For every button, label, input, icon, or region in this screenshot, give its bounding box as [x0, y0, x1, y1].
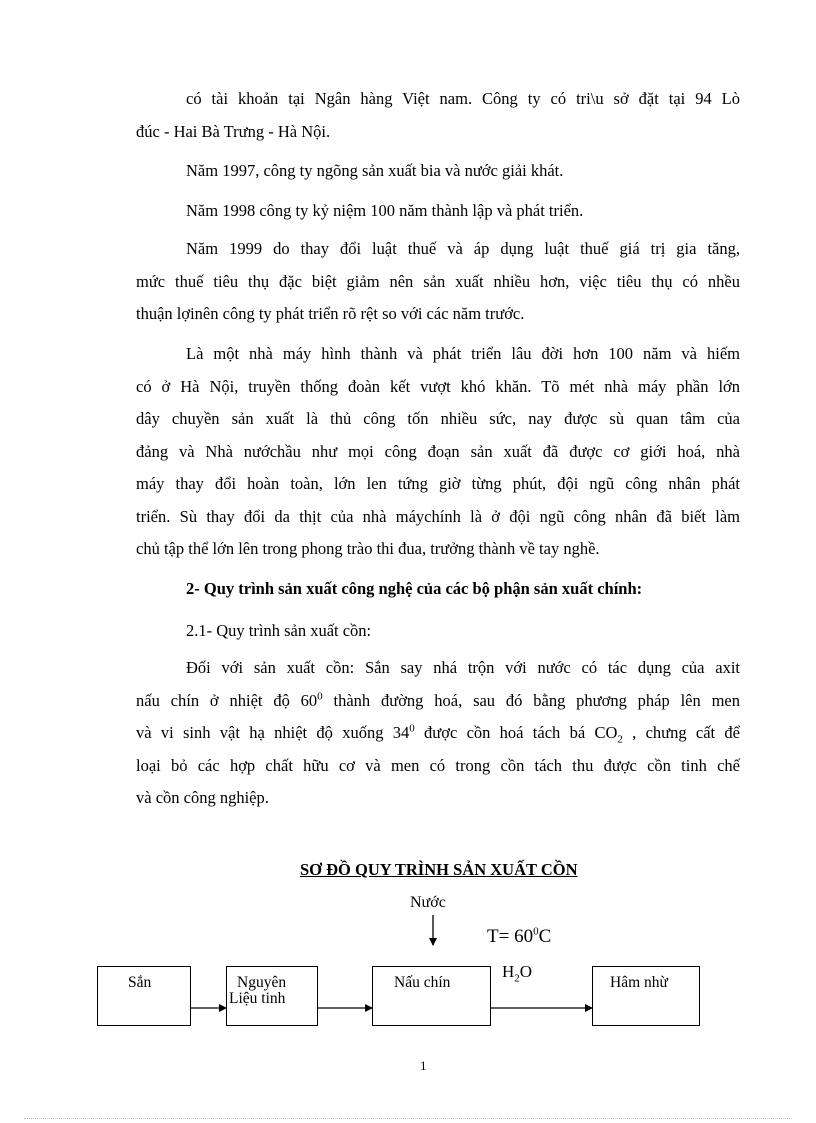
- text-line: triển. Sù thay đổi da thịt của nhà máychính là ở đội ngũ công nhân đã biết làm: [136, 506, 740, 526]
- text-line: máy thay đổi hoàn toàn, lớn len tứng giờ từng phút, đội ngũ công nhân phát: [136, 474, 740, 493]
- text-line: đảng và Nhà nướchầu như mọi công đoạn sản xuất đã được cơ giới hoá, nhà: [136, 441, 740, 461]
- box-label: Sắn: [128, 974, 152, 991]
- section-heading-2: 2- Quy trình sản xuất công nghệ của các bộ phận sản xuất chính:: [186, 579, 643, 598]
- box-label: Nguyên: [237, 974, 287, 991]
- section-heading-2-1: 2.1- Quy trình sản xuất cồn:: [186, 621, 372, 640]
- text-line: có ở Hà Nội, truyền thống đoàn kết vượt khó khăn. Tõ mét nhà máy phần lớn: [136, 376, 740, 396]
- page-bottom-divider: [24, 1118, 792, 1119]
- text-line: Năm 1999 do thay đổi luật thuế và áp dụng luật thuế giá trị gia tăng,: [186, 239, 740, 258]
- page-number: 1: [420, 1058, 427, 1073]
- text-line: và vi sinh vật hạ nhiệt độ xuống $34^0$ được cồn hoá tách bá $CO_2$ , chưng cất để: [136, 722, 740, 746]
- h2o-label: $H_2O$: [502, 962, 533, 985]
- paragraph-1997: Năm 1997, công ty ngõng sản xuất bia và nước giải khát.: [186, 161, 564, 180]
- text-line: có tài khoản tại Ngân hàng Việt nam. Công ty có tri\u sở đặt tại 94 Lò: [186, 89, 740, 108]
- water-label: Nước: [410, 894, 446, 911]
- text-line: mức thuế tiêu thụ đặc biệt giảm nên sản xuất nhiều hơn, việc tiêu thụ có nhều: [136, 271, 740, 291]
- text-line: loại bỏ các hợp chất hữu cơ và men có trong cồn tách thu được cồn tinh chế: [136, 755, 740, 775]
- box-label: Liệu tinh: [229, 990, 286, 1007]
- box-ham-nhu: [592, 966, 700, 1026]
- diagram-title: SƠ ĐỒ QUY TRÌNH SẢN XUẤT CỒN: [300, 860, 578, 879]
- box-nguyen-lieu-tinh: [226, 966, 318, 1026]
- text-line: Đối với sản xuất cồn: Sắn say nhá trộn với nước có tác dụng của axit: [186, 658, 740, 677]
- temperature-label: $T= 60^0C$: [487, 925, 552, 947]
- text-line: thuận lợinên công ty phát triển rõ rệt so với các năm trước.: [136, 304, 525, 323]
- text-line: Là một nhà máy hình thành và phát triển lâu đời hơn 100 năm và hiếm: [186, 344, 740, 363]
- text-line: chủ tập thể lớn lên trong phong trào thi đua, trưởng thành về tay nghề.: [136, 539, 600, 558]
- text-line: và cồn công nghiệp.: [136, 788, 269, 807]
- text-line: đúc - Hai Bà Trưng - Hà Nội.: [136, 121, 331, 141]
- box-label: Hâm nhừ: [610, 974, 668, 991]
- text-line: dây chuyền sản xuất là thủ công tốn nhiều sức, nay được sù quan tâm của: [136, 409, 740, 428]
- box-nau-chin: [372, 966, 491, 1026]
- box-san: [97, 966, 191, 1026]
- box-label: Nấu chín: [394, 974, 451, 991]
- text-line: nấu chín ở nhiệt độ $60^0$ thành đường hoá, sau đó bằng phương pháp lên men: [136, 690, 740, 710]
- paragraph-1998: Năm 1998 công ty kỷ niệm 100 năm thành lập và phát triển.: [186, 201, 584, 220]
